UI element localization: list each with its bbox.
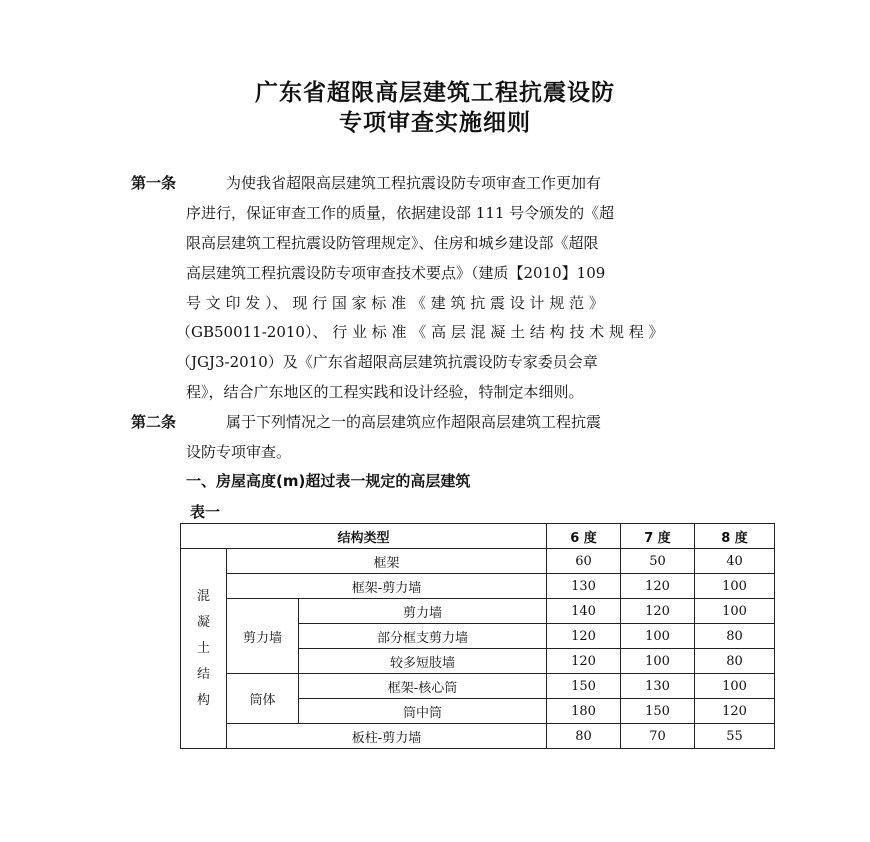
group-char: 构 — [196, 692, 210, 708]
cell-d6: 180 — [547, 699, 621, 724]
article-1-line-7: （JGJ3-2010）及《广东省超限高层建筑抗震设防专家委员会章 — [176, 353, 598, 371]
article-1-line-3: 限高层建筑工程抗震设防管理规定》、住房和城乡建设部《超限 — [186, 234, 599, 252]
article-2-line-1: 属于下列情况之一的高层建筑应作超限高层建筑工程抗震 — [226, 413, 602, 431]
section-heading: 一、房屋高度(m)超过表一规定的高层建筑 — [186, 472, 471, 490]
table-row — [181, 674, 775, 699]
article-2-label: 第二条 — [131, 413, 177, 431]
header-structure-type: 结构类型 — [181, 524, 547, 549]
group-char: 结 — [196, 666, 210, 682]
cell-d8: 80 — [695, 649, 775, 674]
header-degree-8: 8 度 — [695, 524, 775, 549]
cell-d8: 55 — [695, 724, 775, 749]
row-name: 较多短肢墙 — [299, 649, 547, 674]
article-1-label: 第一条 — [131, 174, 177, 192]
row-name: 部分框支剪力墙 — [299, 624, 547, 649]
cell-d6: 80 — [547, 724, 621, 749]
row-name: 框架-剪力墙 — [227, 574, 547, 599]
cell-d8: 100 — [695, 599, 775, 624]
row-name: 框架 — [227, 549, 547, 574]
article-1-line-6: （GB50011-2010）、 行 业 标 准 《 高 层 混 凝 土 结 构 技 术 规 程 》 — [176, 323, 664, 341]
cell-d6: 140 — [547, 599, 621, 624]
height-limit-table — [180, 523, 775, 749]
row-name: 筒中筒 — [299, 699, 547, 724]
row-name: 剪力墙 — [299, 599, 547, 624]
article-1-line-1: 为使我省超限高层建筑工程抗震设防专项审查工作更加有 — [226, 174, 602, 192]
cell-d7: 120 — [621, 574, 695, 599]
group-char: 凝 — [196, 614, 210, 630]
article-2-line-2: 设防专项审查。 — [186, 443, 292, 461]
cell-d7: 100 — [621, 649, 695, 674]
article-1-line-2: 序进行，保证审查工作的质量，依据建设部 111 号令颁发的《超 — [186, 204, 615, 222]
cell-d7: 120 — [621, 599, 695, 624]
table-caption: 表一 — [190, 503, 221, 521]
header-degree-6: 6 度 — [547, 524, 621, 549]
shear-wall-subgroup: 剪力墙 — [227, 599, 299, 674]
cell-d7: 150 — [621, 699, 695, 724]
row-name: 框架-核心筒 — [299, 674, 547, 699]
tube-subgroup: 筒体 — [227, 674, 299, 724]
cell-d8: 100 — [695, 674, 775, 699]
title-line-2: 专项审查实施细则 — [339, 110, 531, 136]
group-char: 土 — [196, 640, 210, 656]
table-row — [181, 549, 775, 574]
cell-d8: 100 — [695, 574, 775, 599]
article-1-line-5: 号 文 印 发 ）、 现 行 国 家 标 准 《 建 筑 抗 震 设 计 规 范 》 — [186, 294, 604, 312]
cell-d7: 70 — [621, 724, 695, 749]
cell-d6: 120 — [547, 624, 621, 649]
article-1-line-4: 高层建筑工程抗震设防专项审查技术要点》（建质【2010】109 — [186, 264, 606, 282]
cell-d6: 130 — [547, 574, 621, 599]
cell-d6: 120 — [547, 649, 621, 674]
title-line-1: 广东省超限高层建筑工程抗震设防 — [255, 80, 615, 106]
cell-d8: 40 — [695, 549, 775, 574]
cell-d7: 50 — [621, 549, 695, 574]
cell-d6: 150 — [547, 674, 621, 699]
table-header-row — [181, 524, 775, 549]
row-name: 板柱-剪力墙 — [227, 724, 547, 749]
group-char: 混 — [196, 588, 210, 604]
cell-d7: 130 — [621, 674, 695, 699]
table-row — [181, 574, 775, 599]
article-1-line-8: 程》，结合广东地区的工程实践和设计经验，特制定本细则。 — [186, 383, 584, 401]
cell-d8: 80 — [695, 624, 775, 649]
cell-d8: 120 — [695, 699, 775, 724]
header-degree-7: 7 度 — [621, 524, 695, 549]
cell-d7: 100 — [621, 624, 695, 649]
table-row — [181, 724, 775, 749]
table-row — [181, 599, 775, 624]
cell-d6: 60 — [547, 549, 621, 574]
concrete-structure-group — [181, 549, 227, 749]
